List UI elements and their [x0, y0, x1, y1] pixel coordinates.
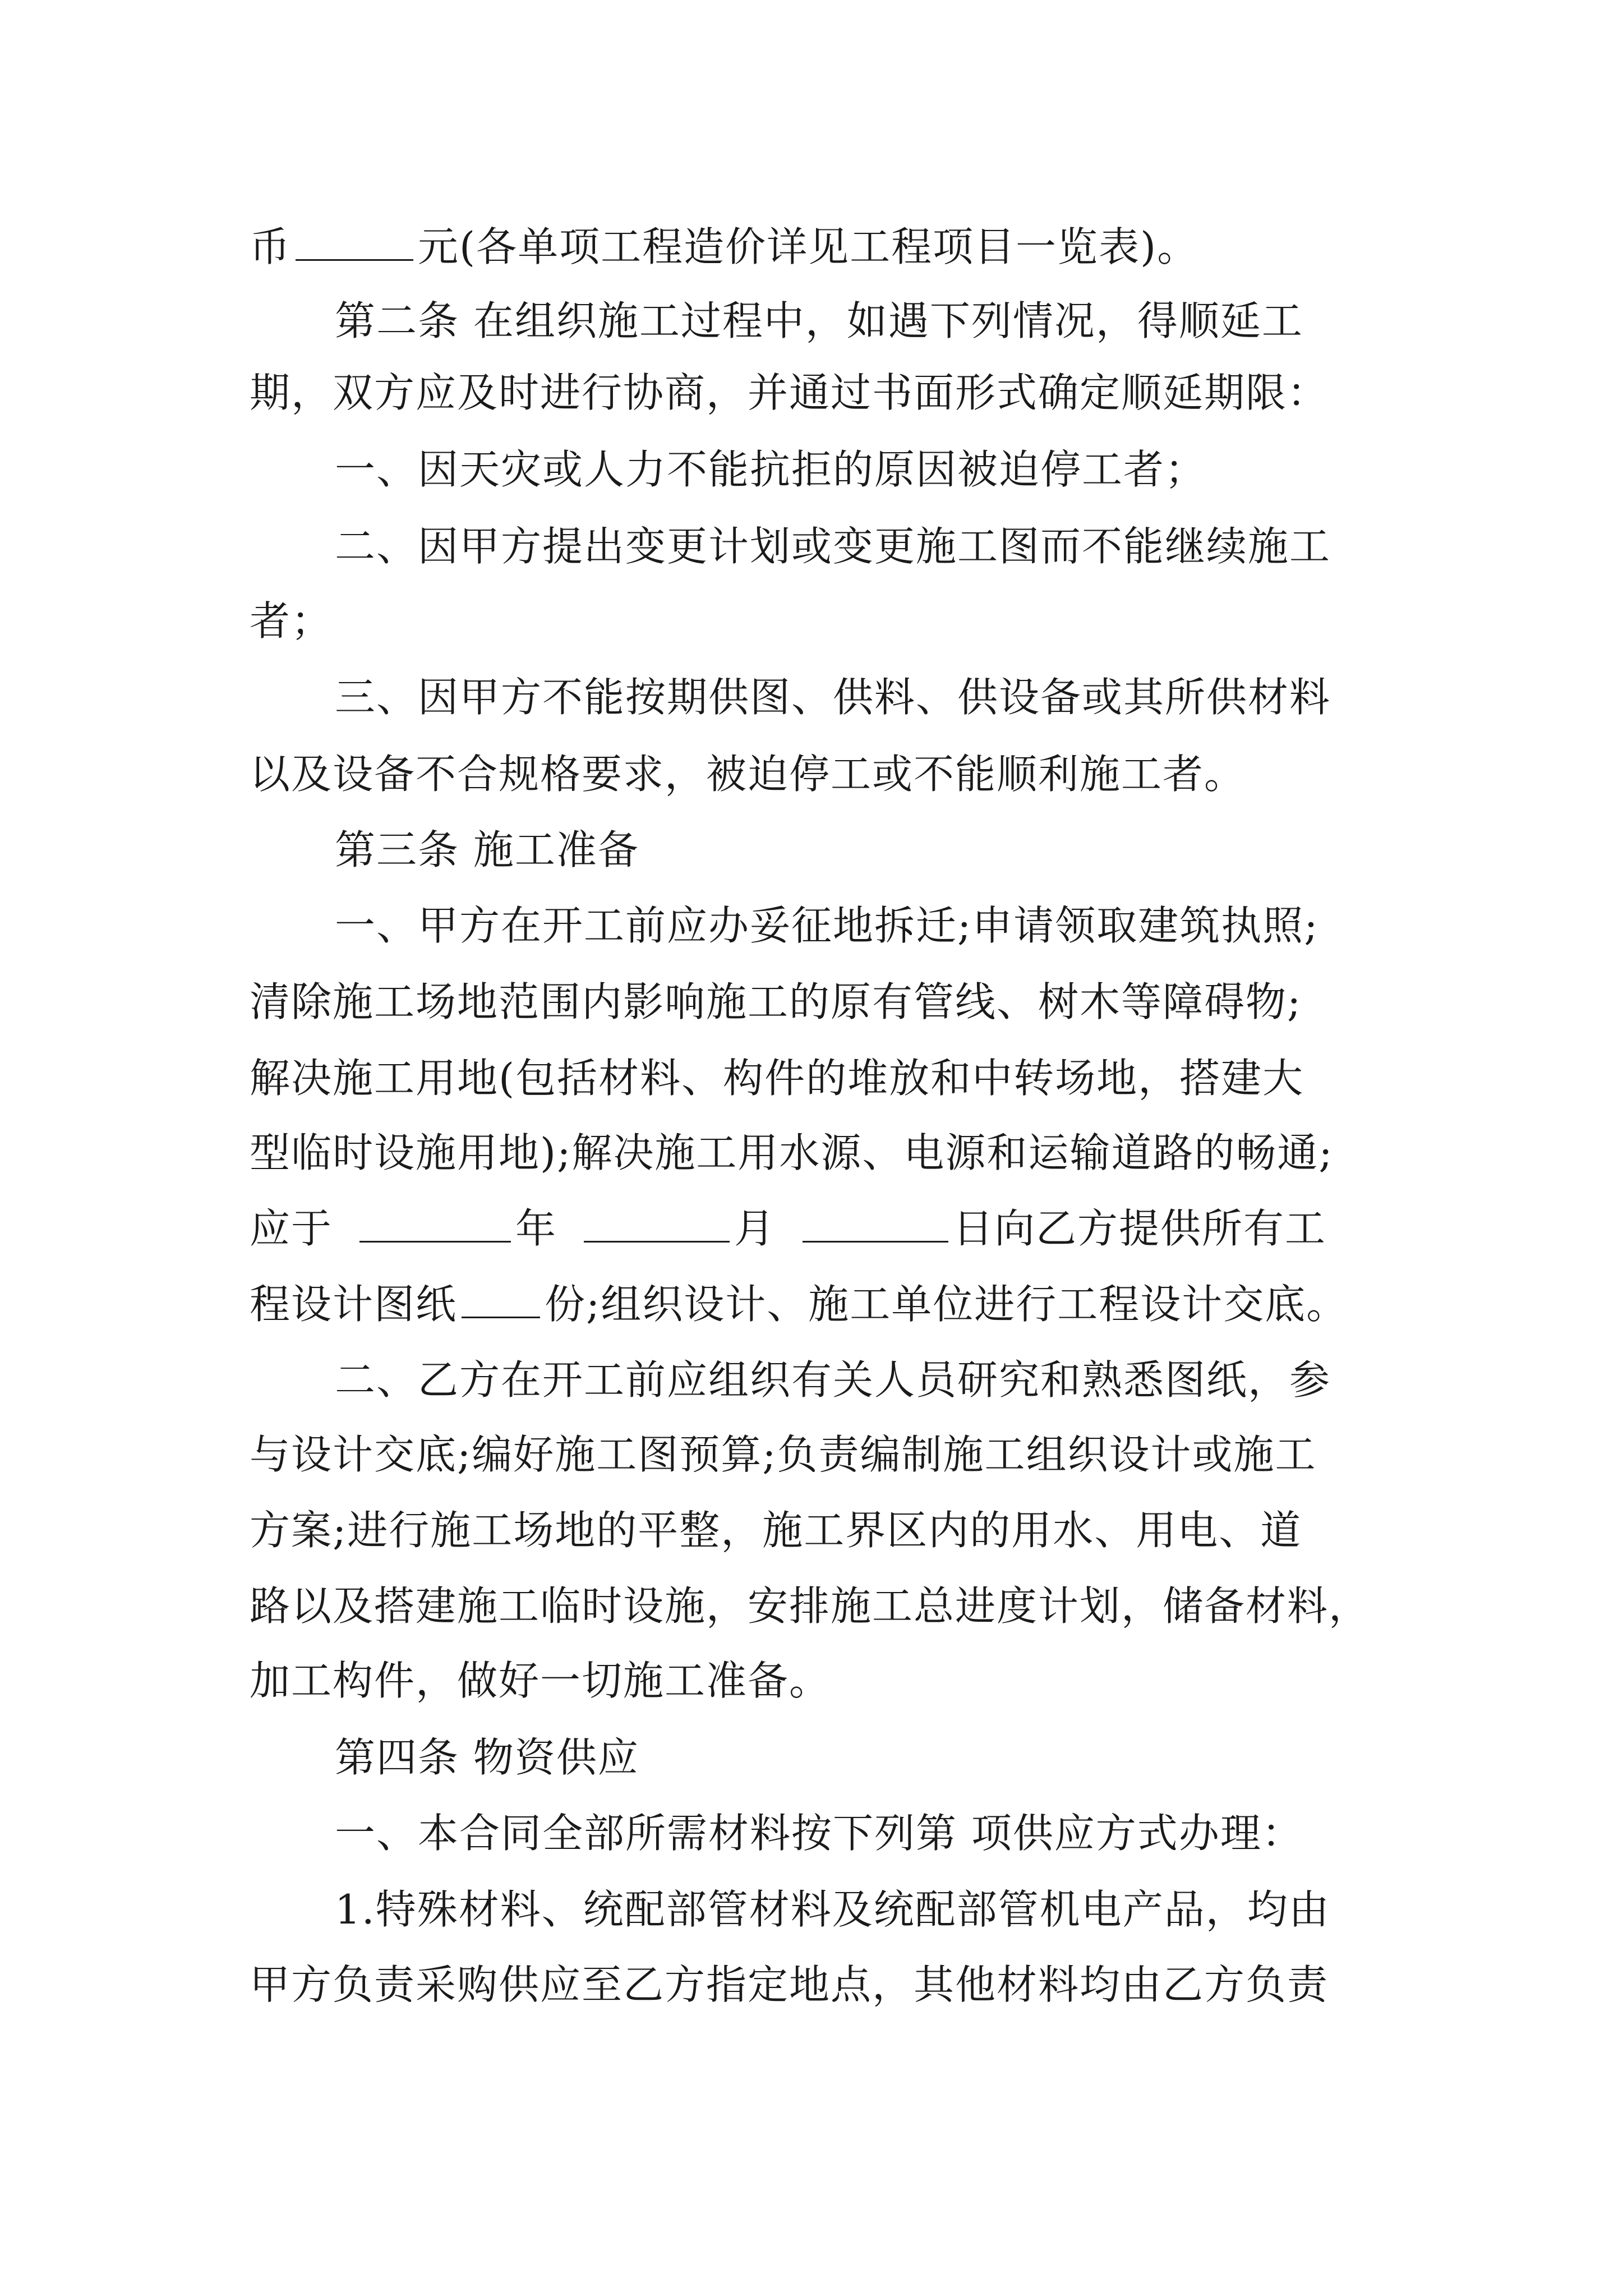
text-line: 清除施工场地范围内影响施工的原有管线、树木等障碍物;: [250, 978, 1302, 1025]
text-line: 第二条 在组织施工过程中，如遇下列情况，得顺延工: [335, 297, 1303, 344]
text-line: 方案;进行施工场地的平整，施工界区内的用水、用电、道: [250, 1507, 1302, 1554]
text-segment: 元(各单项工程造价详见工程项目一览表)。: [418, 223, 1199, 270]
text-segment: 应于: [250, 1205, 333, 1252]
text-line: 期，双方应及时进行协商，并通过书面形式确定顺延期限：: [250, 369, 1329, 416]
text-line: 一、因天灾或人力不能抗拒的原因被迫停工者；: [335, 446, 1207, 493]
blank-field: [359, 1200, 511, 1243]
text-line: [250, 219, 1388, 275]
text-segment: 月: [734, 1205, 776, 1252]
text-line: 三、因甲方不能按期供图、供料、供设备或其所供材料: [335, 674, 1331, 721]
text-line: 路以及搭建施工临时设施，安排施工总进度计划，储备材料，: [250, 1582, 1371, 1630]
text-line: 以及设备不合规格要求，被迫停工或不能顺利施工者。: [250, 751, 1246, 798]
text-line: 甲方负责采购供应至乙方指定地点，其他材料均由乙方负责: [250, 1961, 1329, 2008]
text-line: 解决施工用地(包括材料、构件的堆放和中转场地，搭建大: [250, 1055, 1304, 1102]
text-line: 者；: [250, 597, 333, 645]
text-line: 一、本合同全部所需材料按下列第 项供应方式办理：: [335, 1810, 1303, 1857]
text-line: 型临时设施用地);解决施工用水源、电源和运输道路的畅通;: [250, 1129, 1334, 1176]
blank-field: [296, 219, 413, 261]
text-line: 1.特殊材料、统配部管材料及统配部管机电产品，均由: [335, 1886, 1330, 1933]
text-segment: 程设计图纸: [250, 1281, 458, 1328]
text-line: [250, 1200, 1388, 1257]
text-line: 二、乙方在开工前应组织有关人员研究和熟悉图纸，参: [335, 1356, 1331, 1404]
blank-field: [462, 1276, 540, 1318]
text-segment: 份;组织设计、施工单位进行工程设计交底。: [545, 1281, 1348, 1328]
text-line: 与设计交底;编好施工图预算;负责编制施工组织设计或施工: [250, 1431, 1317, 1478]
text-line: [250, 1276, 1388, 1332]
text-segment: 年: [515, 1205, 557, 1252]
section-heading: 第三条 施工准备: [335, 826, 639, 873]
section-heading: 第四条 物资供应: [335, 1734, 639, 1781]
text-segment: 币: [250, 223, 292, 270]
blank-field: [803, 1200, 948, 1243]
blank-field: [584, 1200, 730, 1243]
text-segment: 日向乙方提供所有工: [953, 1205, 1327, 1252]
text-line: 一、甲方在开工前应办妥征地拆迁;申请领取建筑执照;: [335, 902, 1319, 949]
text-line: 加工构件，做好一切施工准备。: [250, 1657, 831, 1704]
text-line: 二、因甲方提出变更计划或变更施工图而不能继续施工: [335, 523, 1331, 570]
